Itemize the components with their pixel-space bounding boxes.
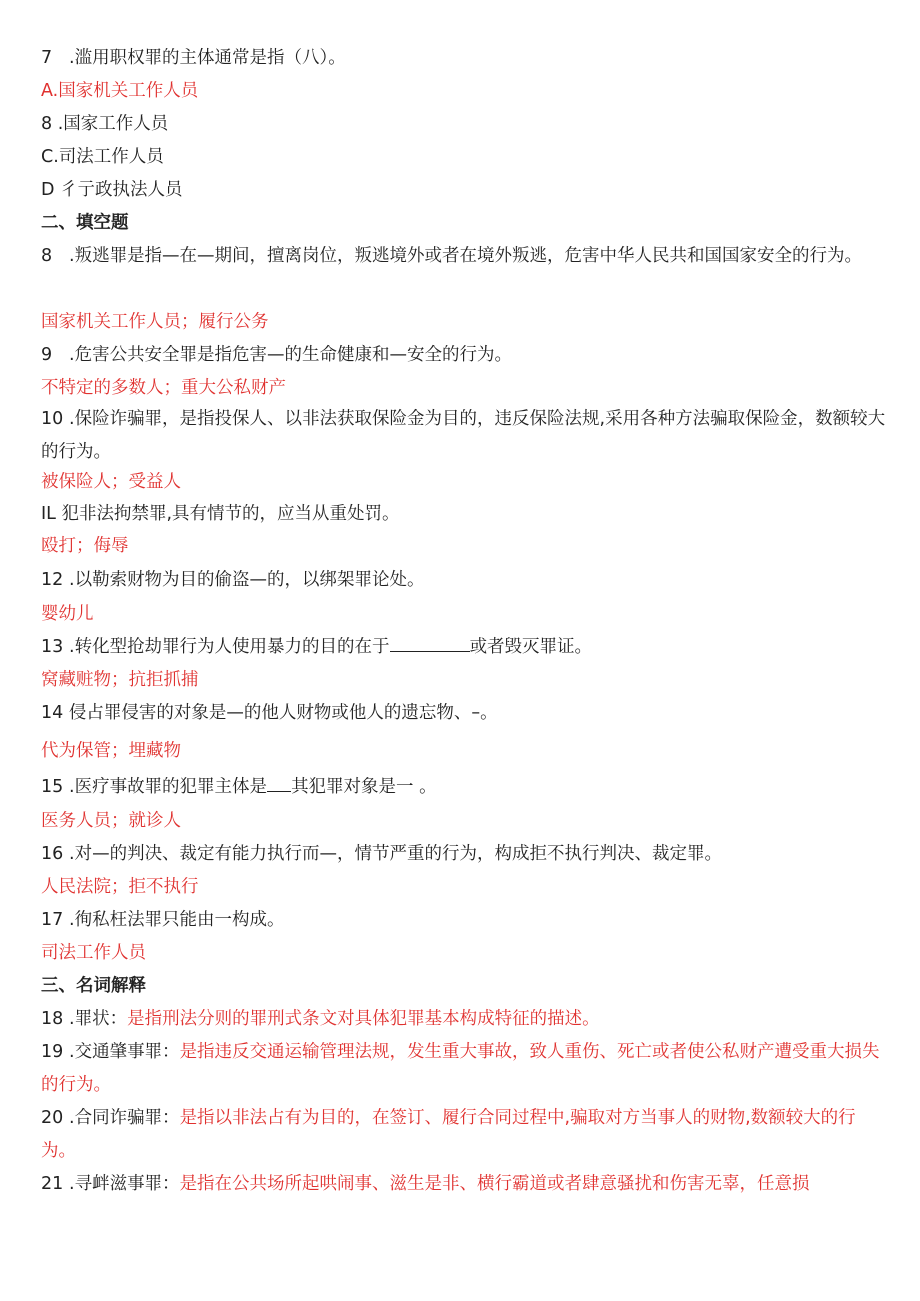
question-text: 14 侵占罪侵害的对象是—的他人财物或他人的遗忘物、–。 [41, 703, 498, 723]
question-text: .徇私枉法罪只能由一构成。 [69, 910, 285, 930]
question-text-after: 其犯罪对象是一 。 [291, 777, 437, 797]
term-name: .罪状： [69, 1009, 128, 1029]
term-definition: 是指以非法占有为目的，在签订、履行合同过程中,骗取对方当事人的财物,数额较大的行为。 [41, 1108, 856, 1161]
question-7 [41, 42, 890, 75]
option-d: D 彳亍政执法人员 [41, 180, 183, 200]
question-text: .滥用职权罪的主体通常是指（八）。 [69, 48, 346, 68]
section-heading-term-explanation: 三、名词解释 [41, 976, 146, 996]
answer-13: 窝藏赃物；抗拒抓捕 [41, 670, 199, 690]
question-13 [41, 631, 890, 664]
section-heading-fill-blank: 二、填空题 [41, 213, 129, 233]
term-definition: 是指刑法分则的罪刑式条文对具体犯罪基本构成特征的描述。 [127, 1009, 600, 1029]
question-number: 9 [41, 345, 53, 365]
term-definition: 是指违反交通运输管理法规，发生重大事故，致人重伤、死亡或者使公私财产遭受重大损失的行为。 [41, 1042, 880, 1095]
term-name: .交通肇事罪： [69, 1042, 180, 1062]
question-16 [41, 838, 890, 871]
option-a: A.国家机关工作人员 [41, 81, 199, 101]
answer-16: 人民法院；拒不执行 [41, 877, 199, 897]
question-17 [41, 904, 890, 937]
term-number: 18 [41, 1009, 64, 1029]
question-15 [41, 771, 890, 804]
answer-11: 殴打；侮辱 [41, 536, 129, 556]
term-number: 19 [41, 1042, 64, 1062]
question-10 [41, 403, 890, 469]
question-number: 17 [41, 910, 64, 930]
question-text: IL 犯非法拘禁罪,具有情节的，应当从重处罚。 [41, 504, 400, 524]
question-9 [41, 339, 890, 372]
question-14 [41, 697, 890, 730]
term-definition: 是指在公共场所起哄闹事、滋生是非、横行霸道或者肆意骚扰和伤害无辜，任意损 [179, 1174, 810, 1194]
answer-15: 医务人员；就诊人 [41, 811, 181, 831]
term-18 [41, 1003, 890, 1036]
term-name: .寻衅滋事罪： [69, 1174, 180, 1194]
term-name: .合同诈骗罪： [69, 1108, 180, 1128]
question-number: 15 [41, 777, 64, 797]
question-11 [41, 498, 890, 531]
answer-10: 被保险人；受益人 [41, 472, 181, 492]
term-21 [41, 1168, 890, 1201]
term-number: 20 [41, 1108, 64, 1128]
question-number: 10 [41, 409, 64, 429]
question-text: .危害公共安全罪是指危害—的生命健康和—安全的行为。 [69, 345, 513, 365]
answer-14: 代为保管；埋藏物 [41, 741, 181, 761]
answer-12: 婴幼儿 [41, 604, 94, 624]
fill-blank [267, 773, 291, 792]
question-text: .保险诈骗罪，是指投保人、以非法获取保险金为目的，违反保险法规,采用各种方法骗取保险金，数额较大的行为。 [41, 409, 886, 462]
answer-17: 司法工作人员 [41, 943, 146, 963]
question-number: 16 [41, 844, 64, 864]
question-text-before: .转化型抢劫罪行为人使用暴力的目的在于 [69, 637, 390, 657]
term-20 [41, 1102, 890, 1168]
term-19 [41, 1036, 890, 1102]
question-number: 8 [41, 246, 53, 266]
answer-8: 国家机关工作人员；履行公务 [41, 312, 269, 332]
term-number: 21 [41, 1174, 64, 1194]
option-b: 8 .国家工作人员 [41, 114, 169, 134]
question-12 [41, 564, 890, 597]
question-number: 7 [41, 48, 53, 68]
fill-blank [390, 633, 470, 652]
question-number: 12 [41, 570, 64, 590]
question-text-before: .医疗事故罪的犯罪主体是 [69, 777, 268, 797]
answer-9: 不特定的多数人；重大公私财产 [41, 378, 286, 398]
question-number: 13 [41, 637, 64, 657]
question-text-after: 或者毁灭罪证。 [469, 637, 593, 657]
question-text: .以勒索财物为目的偷盗—的，以绑架罪论处。 [69, 570, 425, 590]
question-text: .叛逃罪是指—在—期间，擅离岗位，叛逃境外或者在境外叛逃，危害中华人民共和国国家安全的行为。 [69, 246, 863, 266]
question-8 [41, 240, 890, 273]
question-text: .对—的判决、裁定有能力执行而—，情节严重的行为，构成拒不执行判决、裁定罪。 [69, 844, 723, 864]
option-c: C.司法工作人员 [41, 147, 164, 167]
